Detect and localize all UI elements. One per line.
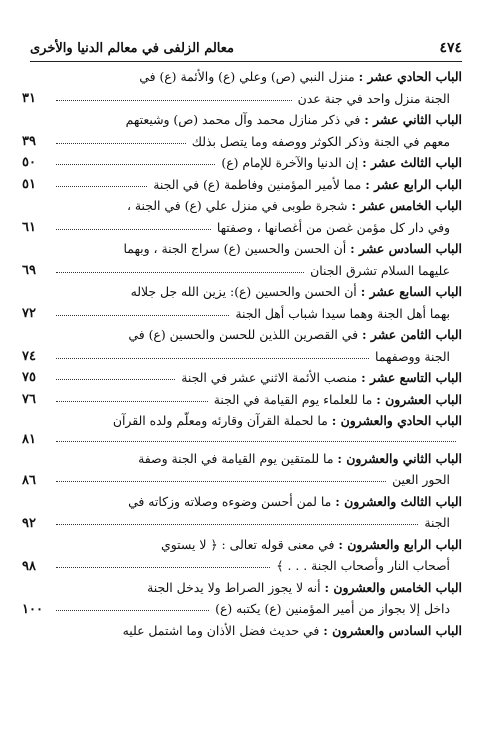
toc-entry-line [22,389,462,411]
dot-leader [56,164,215,165]
toc-entry-line [22,152,462,174]
dot-leader [56,272,304,273]
toc-entry-heading [161,534,462,556]
toc-entry-continuation [22,598,462,620]
dot-leader [56,100,292,101]
dot-leader [56,229,211,230]
toc-entry-continuation [22,131,462,153]
chapter-description: ما للعلماء يوم القيامة في الجنة [213,391,373,407]
toc-entry-line [22,448,462,470]
dot-leader [56,481,386,482]
toc-entry-heading [128,491,462,513]
chapter-description: أنه لا يجوز الصراط ولا يدخل الجنة [147,579,321,595]
running-title: معالم الزلفى في معالم الدنيا والأخرى [30,40,235,56]
chapter-description-continued: وفي دار كل مؤمن غصن من أغصانها ، وصفتها [216,219,450,235]
chapter-description-continued: أصحاب النار وأصحاب الجنة . . . ﴾ [276,558,450,573]
toc-entry-line [22,534,462,556]
toc-entry-line [22,109,462,131]
toc-entry-continuation [22,260,462,282]
toc-entry-continuation [22,217,462,239]
toc-page-number: ٨٦ [22,472,36,488]
chapter-description: شجرة طوبى في منزل علي (ع) في الجنة ، [126,198,348,213]
toc-entry-continuation [22,303,462,325]
toc-entry [22,324,462,367]
toc-entry [22,174,462,196]
toc-page-number: ٦١ [22,220,36,235]
toc-entry-heading [181,367,462,389]
chapter-description: في حديث فضل الأذان وما اشتمل عليه [122,622,320,638]
toc-page-number: ٧٥ [22,370,36,385]
chapter-title: الباب الحادي عشر : [358,69,462,84]
dot-leader [56,524,418,525]
chapter-title: الباب الثاني عشر : [364,112,462,127]
chapter-description-continued: الجنة منزل واحد في جنة عدن [297,90,450,106]
toc-entry-heading [221,152,462,174]
toc-entry-heading [139,66,462,88]
toc-entry-line [22,66,462,88]
chapter-description: أن الحسن والحسين (ع): يزين الله جل جلاله [130,284,357,299]
toc-entry [22,195,462,238]
chapter-description-continued: معهم في الجنة وذكر الكوثر ووصفه وما يتصل بذلك [191,133,450,149]
toc-entry-heading [127,195,462,217]
header-rule [30,61,462,62]
dot-leader [56,441,456,442]
chapter-description: منزل النبي (ص) وعلي (ع) والأئمة (ع) في [139,69,355,84]
toc-entry-heading [147,577,462,599]
toc-page-number: ٩٨ [22,558,36,574]
toc-entry-heading [124,238,462,260]
chapter-title: الباب السابع عشر : [360,284,462,299]
chapter-description: ما لمن أحسن وضوءه وصلاته وزكاته في [128,493,332,509]
dot-leader [56,143,186,144]
toc-entry-heading [126,109,462,131]
toc-entry-line [22,281,462,303]
toc-entry-line [22,620,462,642]
chapter-description-continued: الجنة ووصفهما [375,348,450,364]
chapter-description: ما لحملة القرآن وقارئه ومعلّم ولده القرآن [112,413,328,428]
toc-entry [22,152,462,174]
toc-entry [22,448,462,491]
chapter-title: الباب السادس عشر : [350,241,462,256]
toc-entry [22,109,462,152]
chapter-description: ما للمتقين يوم القيامة في الجنة وصفة [138,450,334,466]
toc-entry-line [22,174,462,196]
chapter-title: الباب العشرون : [376,391,462,407]
header-page-number: ٤٧٤ [439,40,462,56]
toc-entry-continuation [22,555,462,577]
toc-entry [22,66,462,109]
toc-entry [22,534,462,577]
toc-entry-leader-line [22,432,462,448]
toc-entry-heading [128,324,462,346]
page-header [30,40,462,56]
chapter-title: الباب الثاني والعشرون : [337,450,462,466]
dot-leader [56,401,208,402]
chapter-description: منصب الأئمة الاثني عشر في الجنة [181,370,358,385]
chapter-description-continued: الجنة [424,515,450,530]
chapter-description-continued: داخل إلا بجواز من أمير المؤمنين (ع) يكتبه (ع) [215,601,450,616]
toc-entry-line [22,491,462,513]
chapter-title: الباب الخامس عشر : [351,198,462,213]
toc-entry [22,238,462,281]
toc-entry-continuation [22,88,462,110]
chapter-title: الباب الرابع والعشرون : [338,536,462,552]
dot-leader [56,186,147,187]
chapter-title: الباب الخامس والعشرون : [324,579,462,595]
toc-entry-heading [214,389,462,411]
chapter-description: مما لأمير المؤمنين وفاطمة (ع) في الجنة [153,176,362,192]
toc-entry-heading [113,410,462,432]
toc-entry-line [22,238,462,260]
toc-entry [22,410,462,448]
toc-entry [22,281,462,324]
chapter-description: في معنى قوله تعالى : ﴿ لا يستوي [161,536,335,552]
toc-page-number: ٥١ [22,176,36,192]
toc-page-number: ٧٤ [22,349,36,364]
toc-entry [22,491,462,534]
toc-entry [22,620,462,642]
toc-entry-line [22,577,462,599]
toc-entry [22,389,462,411]
toc-page-number: ٣١ [22,91,36,106]
toc-page-number: ٦٩ [22,263,36,278]
toc-entry [22,577,462,620]
toc-entry-heading [131,281,462,303]
dot-leader [56,358,369,359]
chapter-description-continued: بهما أهل الجنة وهما سيدا شباب أهل الجنة [235,305,450,321]
toc-entry-line [22,410,462,432]
chapter-title: الباب الرابع عشر : [365,176,462,192]
chapter-description: في القصرين اللذين للحسن والحسين (ع) في [128,327,359,342]
toc-entry-line [22,367,462,389]
chapter-title: الباب التاسع عشر : [361,370,462,385]
toc-page-number: ٧٢ [22,306,36,321]
chapter-title: الباب السادس والعشرون : [323,622,462,638]
toc-entry-continuation [22,469,462,491]
toc-page-number: ٣٩ [22,134,36,149]
toc-page-number: ٩٢ [22,515,36,531]
chapter-title: الباب الثالث عشر : [362,155,462,170]
chapter-title: الباب الحادي والعشرون : [331,413,462,428]
table-of-contents [22,66,462,641]
toc-entry-line [22,195,462,217]
chapter-description: إن الدنيا والآخرة للإمام (ع) [221,155,359,170]
toc-entry-heading [123,620,462,642]
toc-page-number: ٨١ [22,432,36,447]
toc-entry-heading [138,448,462,470]
chapter-description: في ذكر منازل محمد وآل محمد (ص) وشيعتهم [125,112,361,127]
dot-leader [56,315,229,316]
toc-page-number: ٥٠ [22,155,36,170]
dot-leader [56,379,175,380]
chapter-description-continued: عليهما السلام تشرق الجنان [310,262,450,278]
toc-entry-continuation [22,346,462,368]
dot-leader [56,610,209,611]
chapter-description: أن الحسن والحسين (ع) سراج الجنة ، وبهما [123,241,347,256]
toc-entry-heading [153,174,462,196]
toc-page-number: ٧٦ [22,391,36,407]
chapter-title: الباب الثالث والعشرون : [335,493,462,509]
chapter-description-continued: الحور العين [392,472,450,487]
chapter-title: الباب الثامن عشر : [362,327,462,342]
dot-leader [56,567,270,568]
toc-page-number: ١٠٠ [22,601,43,617]
toc-entry-continuation [22,512,462,534]
toc-entry [22,367,462,389]
toc-entry-line [22,324,462,346]
